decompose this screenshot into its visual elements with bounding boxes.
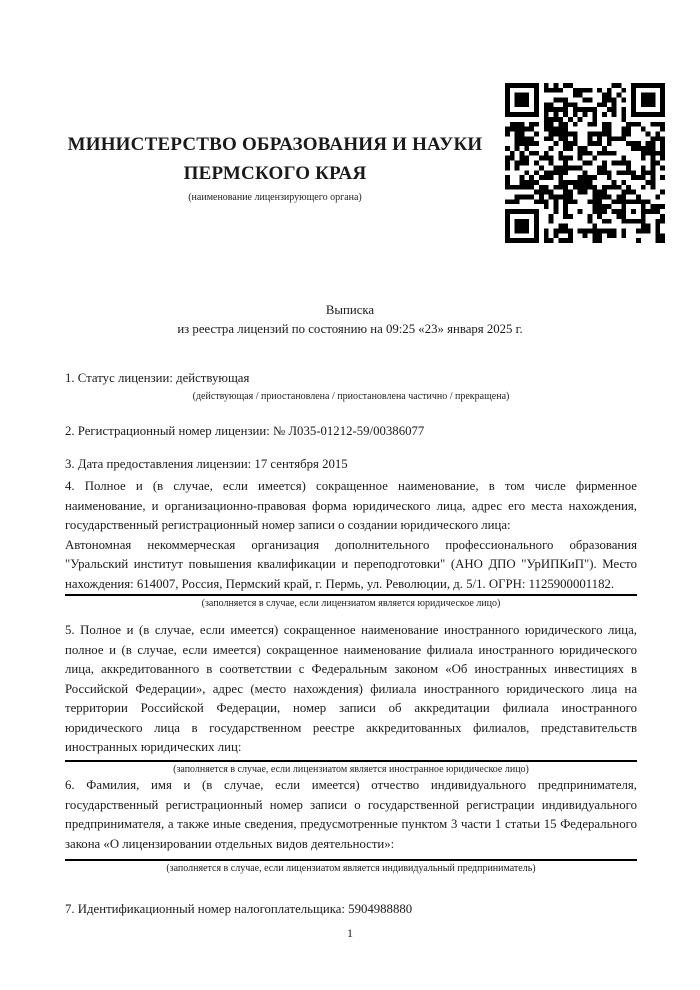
item-4-legal-entity (65, 477, 637, 610)
document-title-line2: из реестра лицензий по состоянию на 09:25 «23» января 2025 г. (177, 322, 523, 336)
item-5-question: 5. Полное и (в случае, если имеется) сокращенное наименование иностранного юридического лица, полное и (в случае, если имеется) сокращенное наименование филиала иностранного юридического лица, аккредитованного в соответствии с Федеральным законом «Об иностранных инвестициях в Российской Федерации», адрес (место нахождения) филиала иностранного юридического лица на территории Российской Федерации, номер записи об аккредитации филиала иностранного юридического лица в государственном реестре аккредитованных филиалов, представительств иностранных юридических лиц: (65, 623, 637, 754)
item-1-caption: (действующая / приостановлена / приостановлена частично / прекращена) (192, 390, 510, 402)
item-2-reg-number (65, 422, 637, 442)
item-4-question: 4. Полное и (в случае, если имеется) сокращенное наименование, в том числе фирменное наименование, и организационно-правовая форма юридического лица, адрес его места нахождения, государственный регистрационный номер записи о создании юридического лица: (65, 479, 637, 532)
ministry-header (65, 130, 485, 203)
item-6-blank-line (65, 859, 637, 861)
item-1-text: 1. Статус лицензии: действующая (65, 371, 250, 385)
ministry-name-line1: МИНИСТЕРСТВО ОБРАЗОВАНИЯ И НАУКИ (67, 134, 483, 155)
document-title (0, 301, 700, 339)
item-4-underline (65, 594, 637, 596)
document-title-line1: Выписка (325, 303, 375, 317)
item-2-text: 2. Регистрационный номер лицензии: № Л035-01212-59/00386077 (65, 424, 425, 438)
item-6-caption: (заполняется в случае, если лицензиатом является индивидуальный предприниматель) (166, 863, 536, 874)
item-3-text: 3. Дата предоставления лицензии: 17 сентября 2015 (65, 457, 348, 471)
item-5-blank-line (65, 760, 637, 762)
item-7-text: 7. Идентификационный номер налогоплательщика: 5904988880 (65, 902, 413, 916)
item-5-foreign-entity (65, 621, 637, 776)
item-4-caption: (заполняется в случае, если лицензиатом является юридическое лицо) (201, 598, 501, 609)
item-4-answer: Автономная некоммерческая организация дополнительного профессионального образования "Уральский институт повышения квалификации и переподготовки" (АНО ДПО "УрИПКиП"). Место нахождения: 614007, Россия, Пермский край, г. Пермь, ул. Революции, д. 5/1. ОГРН: 1125900001182. (65, 537, 637, 591)
item-3-grant-date (65, 455, 637, 475)
item-6-question: 6. Фамилия, имя и (в случае, если имеется) отчество индивидуального предпринимателя, государственный регистрационный номер записи о государственной регистрации индивидуального предпринимателя, а также иные сведения, предусмотренные пунктом 3 части 1 статьи 15 Федерального закона «О лицензировании отдельных видов деятельности»: (65, 778, 637, 851)
item-1-status (65, 369, 637, 403)
item-5-caption: (заполняется в случае, если лицензиатом является иностранное юридическое лицо) (173, 763, 529, 775)
ministry-caption: (наименование лицензирующего органа) (188, 192, 362, 203)
page-number: 1 (347, 926, 353, 940)
qr-code (505, 83, 665, 243)
ministry-name-line2: ПЕРМСКОГО КРАЯ (183, 163, 367, 184)
item-6-entrepreneur (65, 776, 637, 875)
item-7-inn (65, 900, 637, 920)
